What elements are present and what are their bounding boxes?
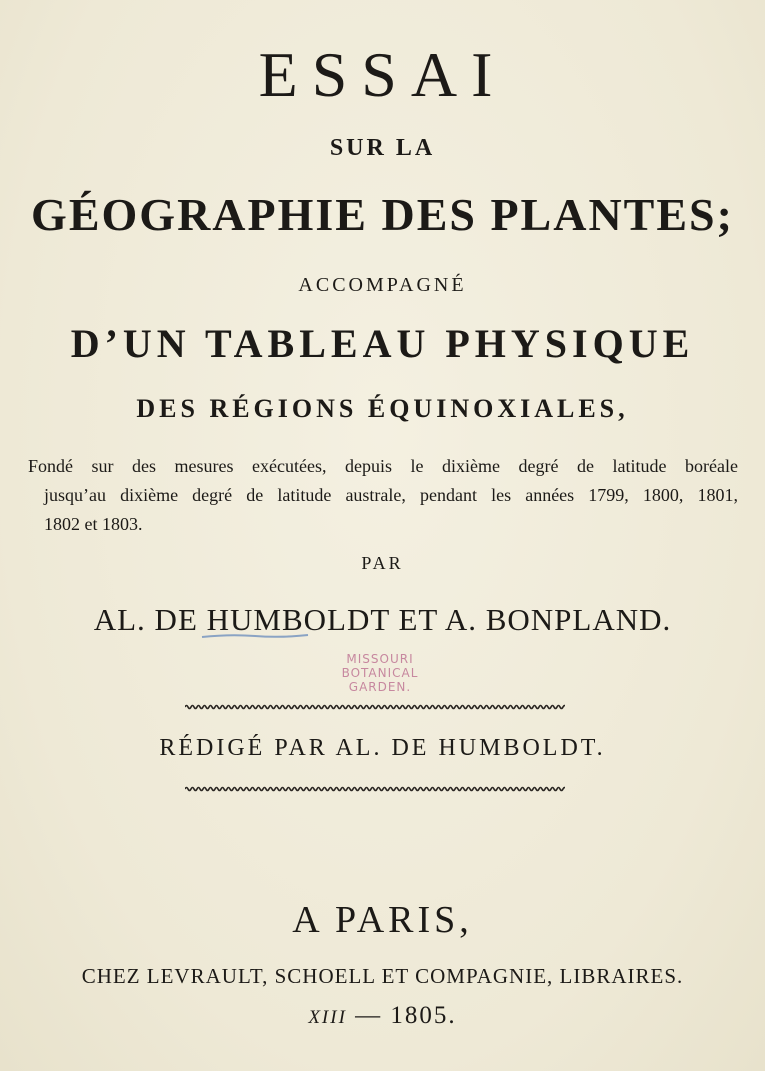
imprint-publisher: CHEZ LEVRAULT, SCHOELL ET COMPAGNIE, LIBRAIRES. (81, 964, 684, 988)
title-sur-la: SUR LA (329, 135, 436, 161)
year-gregorian: 1805. (390, 1002, 457, 1029)
book-title: ESSAI (258, 39, 507, 110)
authors: AL. DE HUMBOLDT ET A. BONPLAND. (93, 602, 672, 637)
imprint-city: A PARIS, (292, 899, 473, 941)
title-subject: GÉOGRAPHIE DES PLANTES; (31, 189, 734, 240)
description-line: jusqu’au dixième degré de latitude australe, pendant les années 1799, 1800, 1801, (44, 485, 738, 505)
year-separator: — (355, 1002, 383, 1029)
pencil-underline-mark (200, 632, 310, 640)
description-paragraph (28, 452, 738, 539)
title-accompagne: ACCOMPAGNÉ (298, 274, 467, 296)
library-stamp (330, 652, 430, 694)
decorative-rule (185, 703, 565, 711)
title-tableau: D’UN TABLEAU PHYSIQUE (70, 321, 695, 366)
stamp-line: GARDEN. (348, 680, 412, 694)
year-republican: XIII (308, 1007, 347, 1028)
stamp-line: MISSOURI (346, 652, 414, 666)
decorative-rule (185, 785, 565, 793)
imprint-year (0, 1002, 765, 1030)
description-line: Fondé sur des mesures exécutées, depuis le dixième degré de latitude boréale (28, 456, 738, 476)
par-label: PAR (361, 553, 404, 573)
title-regions: DES RÉGIONS ÉQUINOXIALES, (136, 394, 629, 423)
redige-line: RÉDIGÉ PAR AL. DE HUMBOLDT. (159, 735, 606, 761)
stamp-line: BOTANICAL (341, 666, 419, 680)
description-line: 1802 et 1803. (44, 514, 143, 534)
